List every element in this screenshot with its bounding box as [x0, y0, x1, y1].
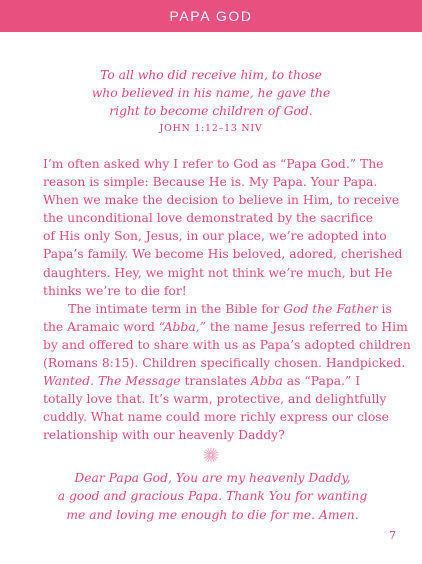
- body-line: reason is simple: Because He is. My Papa. Your Papa.: [43, 175, 378, 190]
- body-line: Papa’s family. We become His beloved, adored, cherished: [43, 247, 403, 262]
- body-line: When we make the decision to believe in Him, to receive: [43, 193, 400, 208]
- text-run: is: [377, 301, 392, 316]
- flower-icon: [203, 447, 219, 463]
- epigraph-verse: [40, 66, 382, 121]
- prayer-line: Dear Papa God, You are my heavenly Daddy,: [74, 471, 351, 485]
- body-line: totally love that. It’s warm, protective, and delightfully: [43, 392, 387, 407]
- closing-prayer: [40, 469, 385, 524]
- italic-term: “Abba,”: [158, 319, 206, 334]
- text-run: the name Jesus referred to Him: [205, 319, 408, 334]
- body-line: [43, 318, 408, 336]
- body-line: relationship with our heavenly Daddy?: [43, 428, 285, 443]
- page-header-title: PAPA GOD: [169, 8, 253, 24]
- italic-term: God the Father: [283, 301, 378, 316]
- prayer-line: a good and gracious Papa. Thank You for wanting: [57, 489, 368, 504]
- text-run: The intimate term in the Bible for: [68, 301, 284, 316]
- text-run: as “Papa.” I: [282, 374, 361, 389]
- verse-line: right to become children of God.: [109, 104, 313, 119]
- body-line: [43, 300, 393, 318]
- devotional-body: [43, 155, 411, 445]
- body-line: cuddly. What name could more richly express our close: [43, 410, 389, 425]
- italic-term: Abba: [250, 374, 283, 389]
- page-header: [0, 0, 422, 32]
- text-run: translates: [180, 374, 251, 389]
- verse-line: who believed in his name, he gave the: [91, 86, 331, 101]
- page-number: 7: [389, 529, 396, 542]
- body-line: daughters. Hey, we might not think we’re much, but He: [43, 265, 393, 280]
- body-line: of His only Son, Jesus, in our place, we’re adopted into: [43, 229, 387, 244]
- verse-reference: JOHN 1:12–13 NIV: [159, 123, 263, 134]
- italic-term: Wanted. The Message: [43, 374, 181, 389]
- body-line: I’m often asked why I refer to God as “Papa God.” The: [43, 157, 384, 171]
- text-run: the Aramaic word: [43, 319, 159, 334]
- body-line: by and offered to share with us as Papa’s adopted children: [43, 337, 411, 352]
- prayer-line: me and loving me enough to die for me. Amen.: [66, 507, 359, 522]
- body-line: (Romans 8:15). Children specifically chosen. Handpicked.: [43, 356, 406, 371]
- body-line: thinks we’re to die for!: [43, 283, 187, 298]
- verse-line: To all who did receive him, to those: [100, 68, 322, 82]
- body-line: [43, 372, 393, 390]
- body-line: the unconditional love demonstrated by the sacrifice: [43, 211, 374, 226]
